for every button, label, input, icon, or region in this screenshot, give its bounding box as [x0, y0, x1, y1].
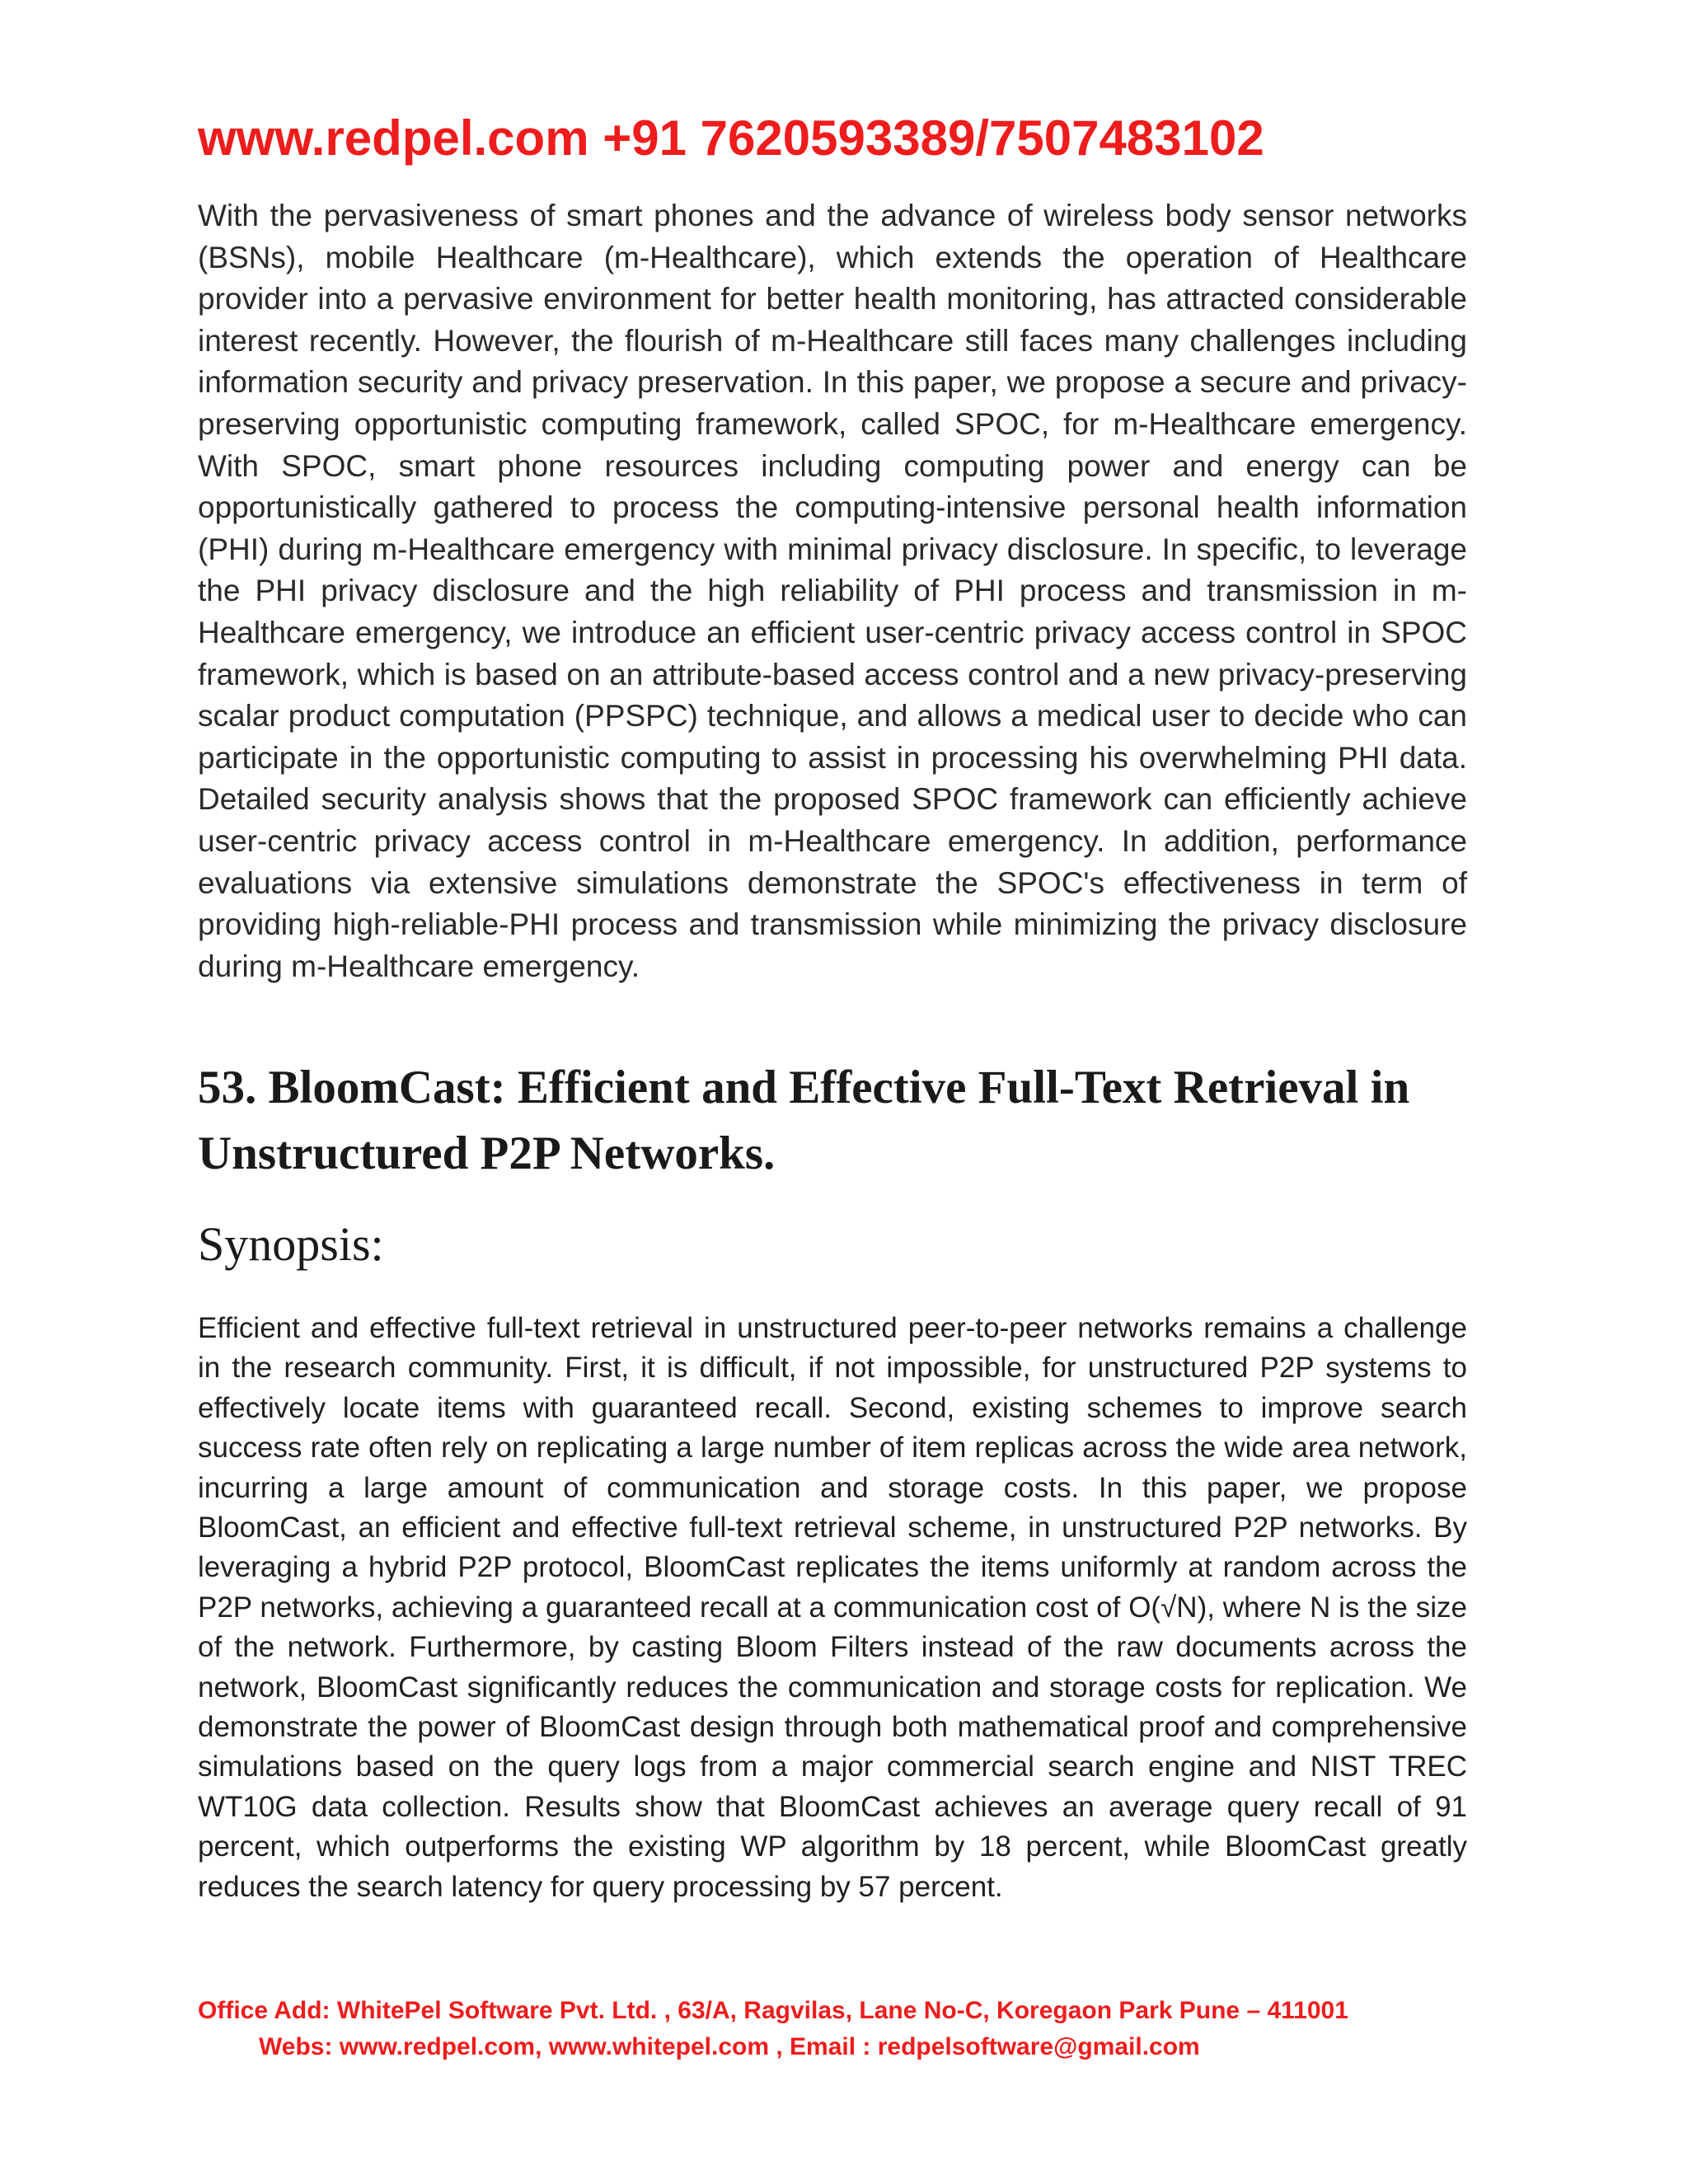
- synopsis-paragraph-bloomcast: Efficient and effective full-text retrieval in unstructured peer-to-peer networks remains a challenge in the research community. First, it is difficult, if not impossible, for unstructured P2P systems to effectively locate items with guaranteed recall. Second, existing schemes to improve search success rate often rely on replicating a large number of item replicas across the wide area network, incurring a large amount of communication and storage costs. In this paper, we propose BloomCast, an efficient and effective full-text retrieval scheme, in unstructured P2P networks. By leveraging a hybrid P2P protocol, BloomCast replicates the items uniformly at random across the P2P networks, achieving a guaranteed recall at a communication cost of O(√N), where N is the size of the network. Furthermore, by casting Bloom Filters instead of the raw documents across the network, BloomCast significantly reduces the communication and storage costs for replication. We demonstrate the power of BloomCast design through both mathematical proof and comprehensive simulations based on the query logs from a major commercial search engine and NIST TREC WT10G data collection. Results show that BloomCast achieves an average query recall of 91 percent, which outperforms the existing WP algorithm by 18 percent, while BloomCast greatly reduces the search latency for query processing by 57 percent.: [198, 1312, 1467, 1903]
- section-title: 53. BloomCast: Efficient and Effective Full-Text Retrieval in Unstructured P2P Networks.: [198, 1062, 1410, 1179]
- footer-websites-email: Webs: www.redpel.com, www.whitepel.com , Email : redpelsoftware@gmail.com: [259, 2033, 1200, 2060]
- abstract-paragraph-spoc: With the pervasiveness of smart phones and the advance of wireless body sensor networks (BSNs), mobile Healthcare (m-Healthcare), which extends the operation of Healthcare provider into a pervasive environment for better health monitoring, has attracted considerable interest recently. However, the flourish of m-Healthcare still faces many challenges including information security and privacy preservation. In this paper, we propose a secure and privacy-preserving opportunistic computing framework, called SPOC, for m-Healthcare emergency. With SPOC, smart phone resources including computing power and energy can be opportunistically gathered to process the computing-intensive personal health information (PHI) during m-Healthcare emergency with minimal privacy disclosure. In specific, to leverage the PHI privacy disclosure and the high reliability of PHI process and transmission in m-Healthcare emergency, we introduce an efficient user-centric privacy access control in SPOC framework, which is based on an attribute-based access control and a new privacy-preserving scalar product computation (PPSPC) technique, and allows a medical user to decide who can participate in the opportunistic computing to assist in processing his overwhelming PHI data. Detailed security analysis shows that the proposed SPOC framework can efficiently achieve user-centric privacy access control in m-Healthcare emergency. In addition, performance evaluations via extensive simulations demonstrate the SPOC's effectiveness in term of providing high-reliable-PHI process and transmission while minimizing the privacy disclosure during m-Healthcare emergency.: [198, 199, 1467, 983]
- synopsis-heading: Synopsis:: [198, 1217, 384, 1271]
- footer-office-address: Office Add: WhitePel Software Pvt. Ltd. , 63/A, Ragvilas, Lane No-C, Koregaon Park Pune – 411001: [198, 1997, 1348, 2024]
- header-contact-line: www.redpel.com +91 7620593389/7507483102: [198, 110, 1264, 166]
